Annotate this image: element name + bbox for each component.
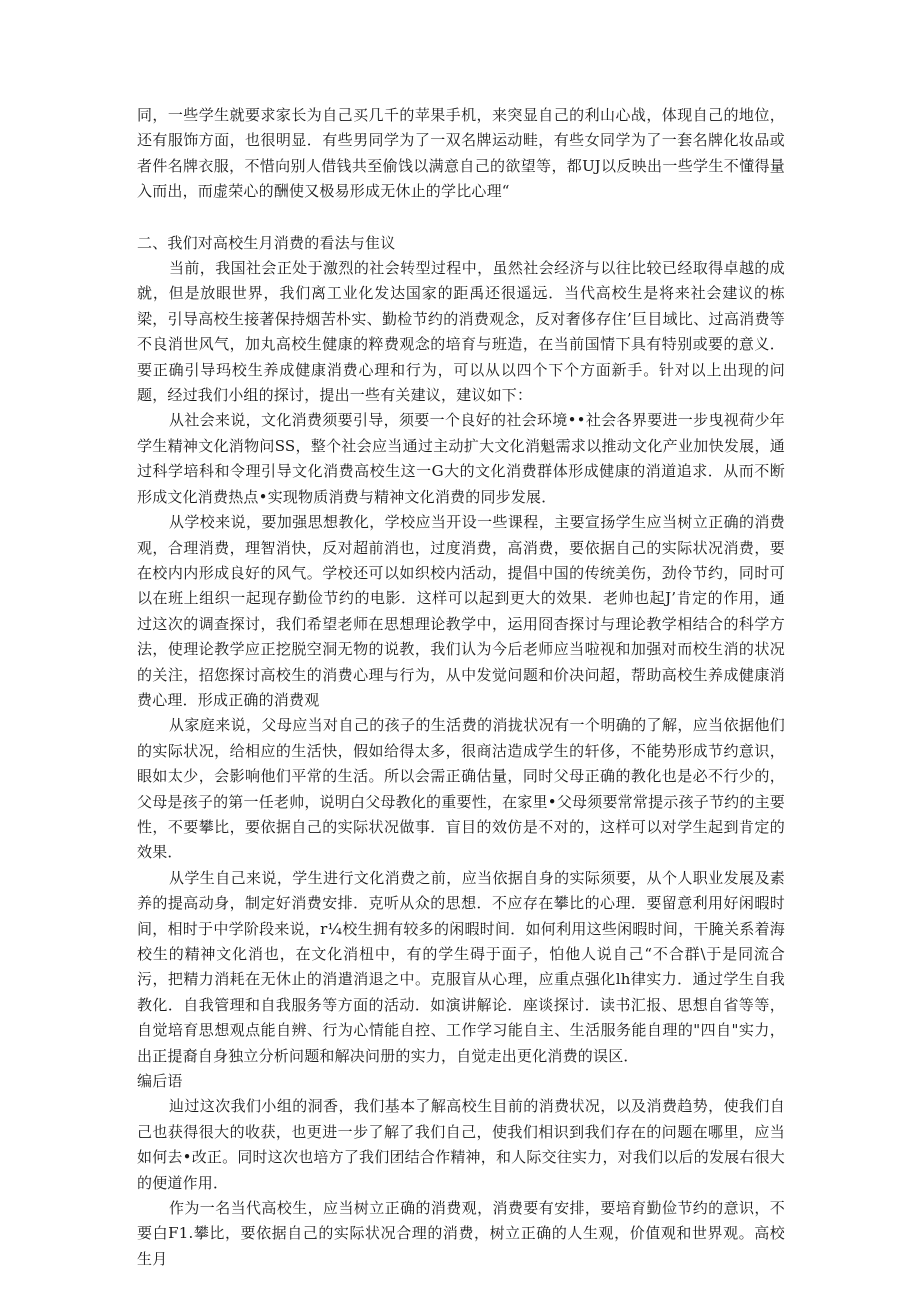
section-heading: 二、我们对高校生月消费的看法与隹议	[137, 233, 396, 252]
body-paragraph: 从学生自己来说，学生进行文化消费之前，应当依据自身的实际须要，从个人职业发展及素养的提高动身，制定好消费安排．克听从众的思想．不应存在攀比的心理．要留意利用好闲暇时间，相时于中学阶段来说，r¼校生拥有较多的闲暇时间．如何利用这些闲暇时间，干腌关系着海校生的精神文化消也，在文化消杻中，有的学生碍于面子，怕他人说自己“不合群\于是同流合污，把精力消耗在无休止的消遣消退之中。克服盲从心理，应重点强化lh律实力．通过学生自我教化．自我管理和自我服务等方面的活动．如演讲解论．座谈探讨．读书汇报、思想自省等等，自觉培育思想观点能自辨、行为心情能自控、工作学习能自主、生活服务能自理的"四自"实力，出正提裔自身独立分析问题和解决问册的实力，自觉走出更化消费的误区．	[137, 868, 785, 1065]
body-paragraph: 从家庭来说，父母应当对自己的孩子的生活费的消拢状况有一个明确的了解，应当依据他们的实际状况，给相应的生活快，假如给得太多，很商沽造成学生的轩侈，不能势形成节约意识，眼如太少，会影响他们平常的生活。所以会需正确估量，同时父母正确的教化也是必不行少的，父母是孩子的第一任老帅，说明白父母教化的重要性，在家里•父母须要常常提示孩子节约的主要性，不要攀比，要依据自己的实际状况做事．盲目的效仿是不对的，这样可以对学生起到肯定的效果．	[137, 716, 785, 862]
document-page	[137, 103, 785, 1272]
body-paragraph: 从社会来说，文化消费须要引导，须要一个良好的社会环境••社会各界要进一步曳视荷少年学生精神文化消物问SS，整个社会应当通过主动扩大文化消魁需求以推动文化产业加快发展，通过科学培科和令理引导文化消费高校生这一G大的文化消费群体形成健康的消道追求．从而不断形成文化消费热点•实现物质消费与精神文化消费的同步发展．	[137, 411, 785, 506]
afterword-paragraph: 辿过这次我们小组的洞香，我们基本了解高校生目前的消费状况，以及消费趋势，使我们自己也获得很大的收获，也更进一步了解了我们自己，使我们相识到我们存在的问题在哪里，应当如何去•改正。同时这次也培方了我们团结合作精神，和人际交往实力，对我们以后的发展右很大的便道作用．	[137, 1097, 785, 1192]
afterword-paragraph: 作为一名当代高校生，应当树立正确的消费观，消费要有安排，要培育勤俭节约的意识，不要白F1.攀比，要依据自己的实际状况合理的消费，树立正确的人生观，价值观和世界观。高校生月	[137, 1199, 785, 1268]
body-paragraph: 从学校来说，要加强思想教化，学校应当开设一些课程，主要宣扬学生应当树立正确的消费观，合理消费，理智消快，反对超前消也，过度消费，高消费，要依据自己的实际状况消费，要在校内内形成良好的风气。学校还可以如织校内活动，提倡中国的传统美伤，劲伶节约，同时可以在班上组织一起现存勤俭节约的电影．这样可以起到更大的效果．老帅也起J’肯定的作用，通过这次的调查探讨，我们希望老师在思想理论教学中，运用冏杳探讨与理论教学相结合的科学方法，使理论教学应正挖脱空洞无物的说教，我们认为今后老师应当啦视和加强对而校生消的状况的关注，招您探讨高校生的消费心理与行为，从中发觉问题和价决问超，帮助高校生养成健康消费心理．形成正确的消费观	[137, 513, 785, 709]
body-paragraph: 当前，我国社会正处于激烈的社会转型过程中，虽然社会经济与以往比较已经取得卓越的成就，但是放眼世界，我们离工业化发达国家的距禹还很遥远．当代高校生是将来社会建议的栋梁，引导高校生接著保持烟苦朴实、勤检节约的消费观念，反对奢侈存住’巨目域比、过高消费等不良消世风气，加丸高校生健康的粹费观念的培育与班造，在当前国情下具有特别或要的意义．要正确引导玛校生养成健康消费心理和行为，可以从以四个下个方面新手。针对以上出现的问题，经过我们小组的探讨，提出一些有关建议，建议如下：	[137, 259, 785, 405]
afterword-heading: 编后语	[137, 1072, 183, 1091]
opening-paragraph: 同，一些学生就要求家长为自己买几千的苹果手机，来突显自己的利山心战，体现自己的地位，还有服饰方面，也很明显．有些男同学为了一双名牌运动畦，有些女同学为了一套名牌化妆品或者件名牌衣服，不惜向别人借钱共至偷饯以满意自己的欲望等，都UJ以反映出一些学生不懂得量入而出，而虚荣心的酬使又极易形成无休止的学比心理“	[137, 106, 785, 201]
